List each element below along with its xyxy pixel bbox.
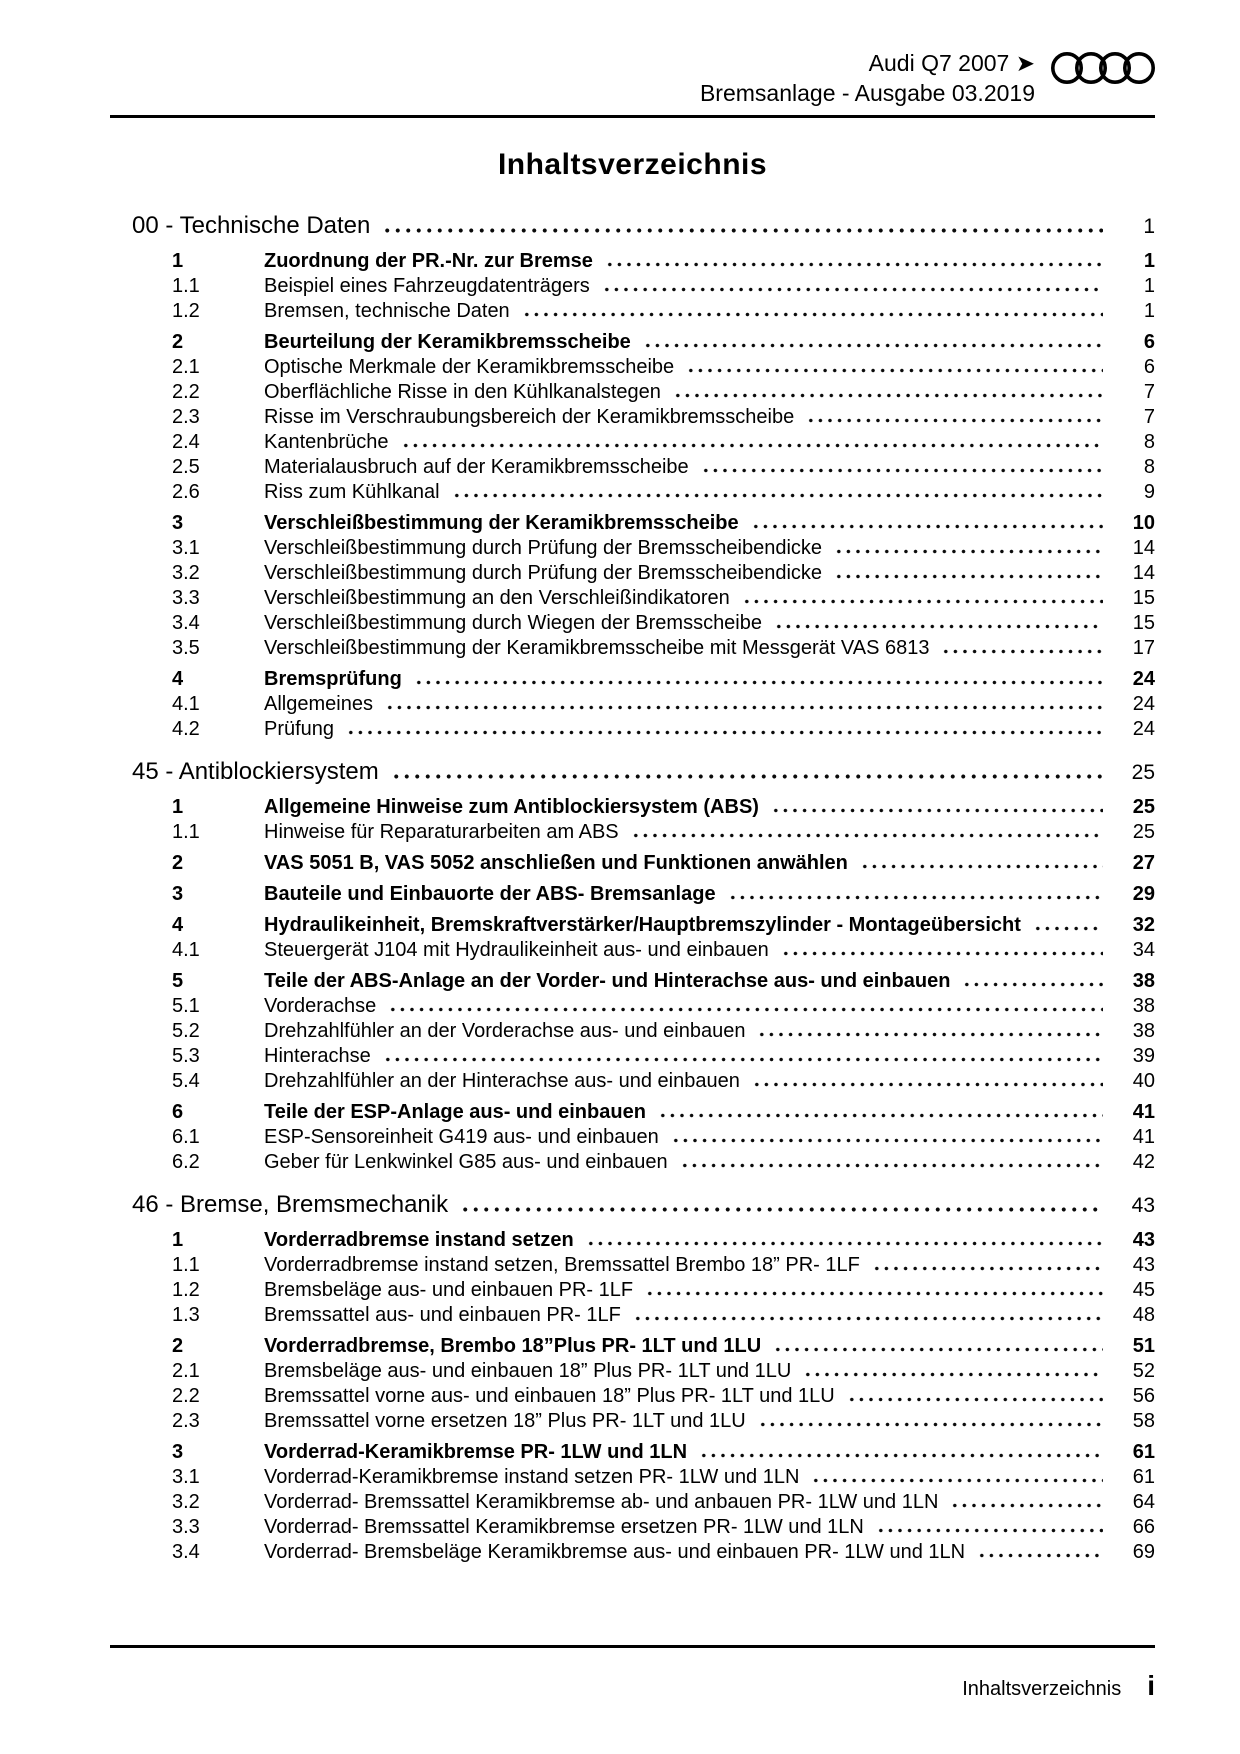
entry-title: Beispiel eines Fahrzeugdatenträgers (264, 275, 590, 297)
entry-page-number: 34 (1132, 939, 1155, 961)
entry-number: 4 (172, 668, 184, 690)
entry-number: 2.4 (172, 431, 200, 453)
entry-page-number: 6 (1143, 356, 1155, 378)
page-title: Inhaltsverzeichnis (497, 148, 768, 181)
entry-number: 2.2 (172, 381, 200, 403)
entry-title: Vorderachse (264, 995, 377, 1017)
entry-title: Vorderrad- Bremssattel Keramikbremse ab- und anbauen PR- 1LW und 1LN (264, 1491, 939, 1513)
entry-page-number: 24 (1132, 668, 1155, 690)
entry-number: 2 (172, 1335, 184, 1357)
entry-page-number: 32 (1132, 914, 1155, 936)
entry-title: Teile der ESP-Anlage aus- und einbauen (264, 1101, 646, 1123)
entry-page-number: 1 (1143, 275, 1155, 297)
dot-leader (774, 624, 1103, 629)
entry-page-number: 41 (1132, 1126, 1155, 1148)
dot-leader (950, 1503, 1103, 1508)
dot-leader (460, 1207, 1103, 1212)
toc-entry-row (172, 1359, 1155, 1384)
dot-leader (872, 1266, 1103, 1271)
dot-leader (977, 1553, 1103, 1558)
dot-leader (758, 1422, 1103, 1427)
entry-title: Beurteilung der Keramikbremsscheibe (264, 331, 631, 353)
dot-leader (860, 864, 1103, 869)
section-title: 45 - Antiblockiersystem (132, 758, 379, 785)
entry-page-number: 25 (1132, 796, 1155, 818)
dot-leader (699, 1453, 1103, 1458)
entry-number: 2 (172, 852, 184, 874)
dot-leader (452, 493, 1103, 498)
entry-number: 3 (172, 512, 184, 534)
entry-title: Bremsbeläge aus- und einbauen PR- 1LF (264, 1279, 634, 1301)
dot-leader (383, 1057, 1103, 1062)
toc-entry-row (172, 1409, 1155, 1434)
dot-leader (834, 574, 1103, 579)
entry-page-number: 25 (1132, 821, 1155, 843)
entry-page-number: 58 (1132, 1410, 1155, 1432)
dot-leader (671, 1138, 1103, 1143)
entry-number: 3.3 (172, 1516, 200, 1538)
entry-page-number: 1 (1143, 250, 1155, 272)
toc-entry-row (172, 611, 1155, 636)
entry-title: Risse im Verschraubungsbereich der Keramikbremsscheibe (264, 406, 795, 428)
dot-leader (382, 228, 1103, 233)
entry-number: 1.2 (172, 300, 200, 322)
entry-number: 3.1 (172, 537, 200, 559)
entry-number: 1 (172, 250, 184, 272)
entry-number: 5.4 (172, 1070, 200, 1092)
entry-title: Hydraulikeinheit, Bremskraftverstärker/Hauptbremszylinder - Montageübersicht (264, 914, 1021, 936)
entry-page-number: 43 (1132, 1229, 1155, 1251)
dot-leader (414, 680, 1103, 685)
entry-title: Optische Merkmale der Keramikbremsscheibe (264, 356, 675, 378)
dot-leader (680, 1163, 1103, 1168)
entry-page-number: 24 (1132, 718, 1155, 740)
entry-page-number: 69 (1132, 1541, 1155, 1563)
dot-leader (803, 1372, 1103, 1377)
entry-number: 1 (172, 796, 184, 818)
entry-number: 3.4 (172, 612, 200, 634)
entry-number: 4.1 (172, 939, 200, 961)
entry-title: Drehzahlfühler an der Hinterachse aus- und einbauen (264, 1070, 740, 1092)
entry-number: 3 (172, 883, 184, 905)
dot-leader (586, 1241, 1103, 1246)
entry-title: Kantenbrüche (264, 431, 389, 453)
entry-page-number: 7 (1143, 381, 1155, 403)
dot-leader (643, 343, 1103, 348)
entry-title: Vorderrad- Bremssattel Keramikbremse ersetzen PR- 1LW und 1LN (264, 1516, 864, 1538)
entry-title: Vorderradbremse instand setzen (264, 1229, 574, 1251)
entry-number: 3 (172, 1441, 184, 1463)
dot-leader (633, 1316, 1103, 1321)
toc-entry-row (172, 511, 1155, 536)
entry-title: Vorderrad-Keramikbremse instand setzen PR- 1LW und 1LN (264, 1466, 800, 1488)
entry-number: 1.3 (172, 1304, 200, 1326)
entry-number: 3.3 (172, 587, 200, 609)
header-document-line: Bremsanlage - Ausgabe 03.2019 (699, 80, 1035, 106)
toc-entry-row (172, 1490, 1155, 1515)
toc-entry-row (172, 1334, 1155, 1359)
entry-number: 1.1 (172, 1254, 200, 1276)
dot-leader (757, 1032, 1103, 1037)
dot-leader (941, 649, 1103, 654)
toc-entry-row (172, 1125, 1155, 1150)
header-model-line: Audi Q7 2007 ➤ (868, 50, 1035, 76)
dot-leader (752, 1082, 1103, 1087)
toc-section-row (132, 210, 1155, 243)
toc-entry-row (172, 1278, 1155, 1303)
page-header (110, 0, 1155, 118)
toc-entry-row (172, 380, 1155, 405)
dot-leader (742, 599, 1103, 604)
toc-entry-row (172, 851, 1155, 876)
toc (110, 210, 1155, 1565)
entry-title: Bremsprüfung (264, 668, 402, 690)
dot-leader (645, 1291, 1103, 1296)
toc-entry-row (172, 249, 1155, 274)
entry-page-number: 14 (1132, 537, 1155, 559)
dot-leader (401, 443, 1103, 448)
toc-entry-row (172, 820, 1155, 845)
entry-page-number: 51 (1132, 1335, 1155, 1357)
entry-title: Bauteile und Einbauorte der ABS- Bremsanlage (264, 883, 716, 905)
dot-leader (391, 774, 1103, 779)
entry-page-number: 14 (1132, 562, 1155, 584)
entry-page-number: 6 (1143, 331, 1155, 353)
entry-number: 5.2 (172, 1020, 200, 1042)
entry-title: Vorderradbremse instand setzen, Bremssattel Brembo 18” PR- 1LF (264, 1254, 860, 1276)
entry-title: Bremssattel vorne ersetzen 18” Plus PR- 1LT und 1LU (264, 1410, 746, 1432)
entry-page-number: 66 (1132, 1516, 1155, 1538)
toc-entry-row (172, 1465, 1155, 1490)
entry-number: 3.2 (172, 562, 200, 584)
entry-title: Allgemeine Hinweise zum Antiblockiersystem (ABS) (264, 796, 759, 818)
toc-entry-row (172, 692, 1155, 717)
entry-title: Zuordnung der PR.-Nr. zur Bremse (264, 250, 593, 272)
dot-leader (602, 287, 1103, 292)
toc-section (110, 756, 1155, 1175)
toc-entry-row (172, 969, 1155, 994)
entry-number: 2.2 (172, 1385, 200, 1407)
entry-title: Verschleißbestimmung durch Prüfung der Bremsscheibendicke (264, 537, 823, 559)
entry-page-number: 61 (1132, 1466, 1155, 1488)
toc-entry-row (172, 667, 1155, 692)
section-entries (172, 795, 1155, 1175)
toc-entry-row (172, 1515, 1155, 1540)
entry-number: 1.2 (172, 1279, 200, 1301)
entry-number: 4 (172, 914, 184, 936)
entry-title: Verschleißbestimmung durch Prüfung der Bremsscheibendicke (264, 562, 823, 584)
section-page-number: 43 (1131, 1194, 1155, 1217)
entry-title: Bremsbeläge aus- und einbauen 18” Plus PR- 1LT und 1LU (264, 1360, 792, 1382)
entry-number: 2 (172, 331, 184, 353)
entry-number: 5.3 (172, 1045, 200, 1067)
dot-leader (728, 895, 1103, 900)
toc-entry-row (172, 1303, 1155, 1328)
audi-rings-icon (1051, 49, 1155, 87)
entry-number: 1.1 (172, 275, 200, 297)
entry-title: Hinterachse (264, 1045, 371, 1067)
entry-page-number: 39 (1132, 1045, 1155, 1067)
toc-section-row (132, 756, 1155, 789)
toc-entry-row (172, 882, 1155, 907)
entry-page-number: 56 (1132, 1385, 1155, 1407)
entry-page-number: 48 (1132, 1304, 1155, 1326)
entry-title: Vorderrad- Bremsbeläge Keramikbremse aus- und einbauen PR- 1LW und 1LN (264, 1541, 966, 1563)
header-divider (110, 115, 1155, 118)
toc-entry-row (172, 1019, 1155, 1044)
entry-page-number: 17 (1132, 637, 1155, 659)
entry-page-number: 38 (1132, 995, 1155, 1017)
entry-page-number: 41 (1132, 1101, 1155, 1123)
dot-leader (388, 1007, 1103, 1012)
toc-section (110, 1189, 1155, 1565)
toc-entry-row (172, 299, 1155, 324)
dot-leader (773, 1347, 1103, 1352)
dot-leader (658, 1113, 1103, 1118)
dot-leader (631, 833, 1103, 838)
entry-page-number: 10 (1132, 512, 1155, 534)
entry-title: Verschleißbestimmung an den Verschleißindikatoren (264, 587, 730, 609)
toc-entry-row (172, 586, 1155, 611)
dot-leader (771, 808, 1103, 813)
toc-section (110, 210, 1155, 742)
section-page-number: 25 (1131, 761, 1155, 784)
section-entries (172, 249, 1155, 742)
entry-title: Steuergerät J104 mit Hydraulikeinheit aus- und einbauen (264, 939, 769, 961)
dot-leader (686, 368, 1103, 373)
entry-number: 5 (172, 970, 184, 992)
entry-page-number: 8 (1143, 456, 1155, 478)
toc-entry-row (172, 1150, 1155, 1175)
entry-number: 6 (172, 1101, 184, 1123)
entry-title: Vorderradbremse, Brembo 18”Plus PR- 1LT und 1LU (264, 1335, 762, 1357)
toc-entry-row (172, 1253, 1155, 1278)
dot-leader (811, 1478, 1103, 1483)
entry-title: Hinweise für Reparaturarbeiten am ABS (264, 821, 619, 843)
entry-page-number: 15 (1132, 587, 1155, 609)
entry-page-number: 38 (1132, 1020, 1155, 1042)
entry-title: Teile der ABS-Anlage an der Vorder- und Hinterachse aus- und einbauen (264, 970, 951, 992)
entry-page-number: 43 (1132, 1254, 1155, 1276)
dot-leader (751, 524, 1103, 529)
toc-entry-row (172, 636, 1155, 661)
entry-number: 3.1 (172, 1466, 200, 1488)
entry-title: Materialausbruch auf der Keramikbremsscheibe (264, 456, 689, 478)
toc-entry-row (172, 355, 1155, 380)
entry-number: 2.3 (172, 1410, 200, 1432)
toc-entry-row (172, 430, 1155, 455)
entry-number: 2.5 (172, 456, 200, 478)
toc-entry-row (172, 274, 1155, 299)
entry-title: Verschleißbestimmung durch Wiegen der Bremsscheibe (264, 612, 762, 634)
entry-title: Verschleißbestimmung der Keramikbremsscheibe (264, 512, 739, 534)
entry-number: 4.1 (172, 693, 200, 715)
toc-entry-row (172, 938, 1155, 963)
toc-entry-row (172, 1069, 1155, 1094)
dot-leader (522, 312, 1103, 317)
footer-page-number: i (1147, 1670, 1155, 1701)
toc-entry-row (172, 536, 1155, 561)
entry-title: Riss zum Kühlkanal (264, 481, 440, 503)
entry-title: ESP-Sensoreinheit G419 aus- und einbauen (264, 1126, 659, 1148)
header-text (700, 48, 1035, 108)
entry-number: 5.1 (172, 995, 200, 1017)
entry-number: 3.2 (172, 1491, 200, 1513)
toc-entry-row (172, 1384, 1155, 1409)
entry-page-number: 27 (1132, 852, 1155, 874)
entry-page-number: 38 (1132, 970, 1155, 992)
entry-number: 1 (172, 1229, 184, 1251)
toc-entry-row (172, 1044, 1155, 1069)
entry-number: 3.5 (172, 637, 200, 659)
entry-title: Geber für Lenkwinkel G85 aus- und einbauen (264, 1151, 668, 1173)
dot-leader (385, 705, 1103, 710)
toc-entry-row (172, 717, 1155, 742)
entry-title: Allgemeines (264, 693, 373, 715)
page-footer (110, 1645, 1155, 1702)
toc-entry-row (172, 913, 1155, 938)
entry-title: Verschleißbestimmung der Keramikbremsscheibe mit Messgerät VAS 6813 (264, 637, 930, 659)
entry-page-number: 15 (1132, 612, 1155, 634)
dot-leader (701, 468, 1103, 473)
entry-page-number: 45 (1132, 1279, 1155, 1301)
section-page-number: 1 (1143, 215, 1155, 238)
entry-page-number: 9 (1143, 481, 1155, 503)
entry-number: 2.1 (172, 356, 200, 378)
dot-leader (1033, 926, 1103, 931)
entry-page-number: 1 (1143, 300, 1155, 322)
toc-entry-row (172, 1228, 1155, 1253)
dot-leader (962, 982, 1103, 987)
dot-leader (847, 1397, 1103, 1402)
toc-entry-row (172, 1540, 1155, 1565)
entry-page-number: 61 (1132, 1441, 1155, 1463)
toc-entry-row (172, 330, 1155, 355)
toc-entry-row (172, 994, 1155, 1019)
entry-page-number: 24 (1132, 693, 1155, 715)
entry-title: Bremssattel aus- und einbauen PR- 1LF (264, 1304, 621, 1326)
section-entries (172, 1228, 1155, 1565)
toc-entry-row (172, 405, 1155, 430)
entry-number: 2.3 (172, 406, 200, 428)
dot-leader (876, 1528, 1103, 1533)
entry-number: 1.1 (172, 821, 200, 843)
section-title: 00 - Technische Daten (132, 212, 371, 239)
entry-page-number: 8 (1143, 431, 1155, 453)
entry-number: 2.6 (172, 481, 200, 503)
toc-entry-row (172, 455, 1155, 480)
entry-title: Oberflächliche Risse in den Kühlkanalstegen (264, 381, 661, 403)
section-title: 46 - Bremse, Bremsmechanik (132, 1191, 449, 1218)
entry-number: 6.1 (172, 1126, 200, 1148)
toc-entry-row (172, 480, 1155, 505)
entry-number: 6.2 (172, 1151, 200, 1173)
entry-page-number: 64 (1132, 1491, 1155, 1513)
toc-entry-row (172, 795, 1155, 820)
entry-page-number: 29 (1132, 883, 1155, 905)
footer-section-label: Inhaltsverzeichnis (962, 1678, 1122, 1700)
entry-title: VAS 5051 B, VAS 5052 anschließen und Funktionen anwählen (264, 852, 848, 874)
entry-page-number: 42 (1132, 1151, 1155, 1173)
entry-title: Drehzahlfühler an der Vorderachse aus- und einbauen (264, 1020, 746, 1042)
dot-leader (834, 549, 1103, 554)
dot-leader (806, 418, 1103, 423)
entry-number: 3.4 (172, 1541, 200, 1563)
dot-leader (781, 951, 1103, 956)
toc-entry-row (172, 561, 1155, 586)
toc-entry-row (172, 1440, 1155, 1465)
entry-page-number: 40 (1132, 1070, 1155, 1092)
entry-title: Vorderrad-Keramikbremse PR- 1LW und 1LN (264, 1441, 688, 1463)
entry-title: Prüfung (264, 718, 335, 740)
toc-entry-row (172, 1100, 1155, 1125)
dot-leader (673, 393, 1103, 398)
entry-number: 2.1 (172, 1360, 200, 1382)
toc-section-row (132, 1189, 1155, 1222)
entry-page-number: 7 (1143, 406, 1155, 428)
entry-title: Bremsen, technische Daten (264, 300, 510, 322)
dot-leader (605, 262, 1103, 267)
entry-number: 4.2 (172, 718, 200, 740)
entry-title: Bremssattel vorne aus- und einbauen 18” Plus PR- 1LT und 1LU (264, 1385, 835, 1407)
entry-page-number: 52 (1132, 1360, 1155, 1382)
dot-leader (346, 730, 1103, 735)
